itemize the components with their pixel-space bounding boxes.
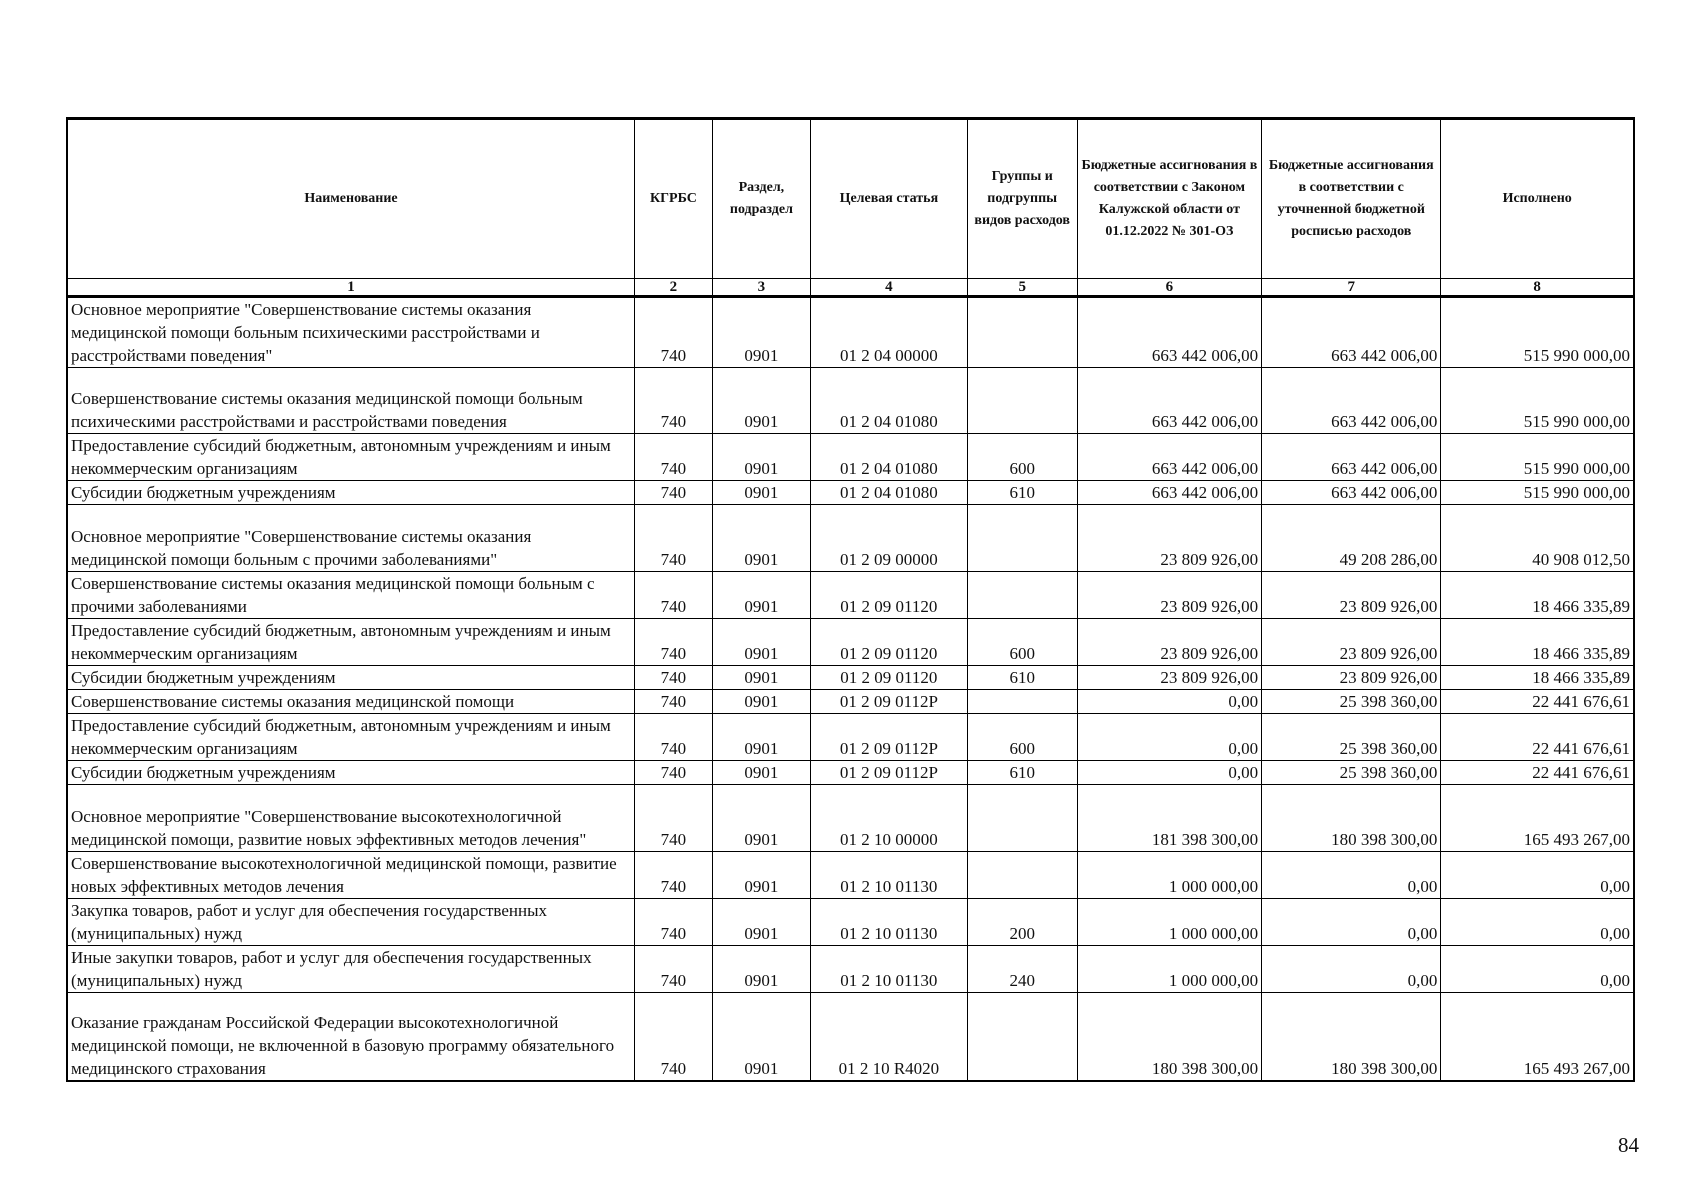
header-target: Целевая статья: [810, 119, 967, 279]
row-refined-amount: 180 398 300,00: [1262, 785, 1441, 852]
row-law-amount: 663 442 006,00: [1077, 481, 1262, 505]
row-executed-amount: 22 441 676,61: [1441, 761, 1634, 785]
row-group: [967, 785, 1077, 852]
row-name: Предоставление субсидий бюджетным, автономным учреждениям и иным некоммерческим организациям: [67, 619, 634, 666]
row-law-amount: 663 442 006,00: [1077, 368, 1262, 434]
row-name: Совершенствование системы оказания медицинской помощи больным с прочими заболеваниями: [67, 572, 634, 619]
row-kgrbs: 740: [634, 946, 712, 993]
row-executed-amount: 0,00: [1441, 899, 1634, 946]
row-refined-amount: 663 442 006,00: [1262, 297, 1441, 368]
table-row: [67, 481, 1634, 505]
row-executed-amount: 22 441 676,61: [1441, 690, 1634, 714]
column-number: 8: [1441, 279, 1634, 297]
header-groups: Группы и подгруппы видов расходов: [967, 119, 1077, 279]
row-refined-amount: 663 442 006,00: [1262, 434, 1441, 481]
column-number: 6: [1077, 279, 1262, 297]
row-kgrbs: 740: [634, 572, 712, 619]
row-group: 240: [967, 946, 1077, 993]
row-target: 01 2 04 01080: [810, 481, 967, 505]
row-target: 01 2 09 0112Р: [810, 690, 967, 714]
row-kgrbs: 740: [634, 690, 712, 714]
row-executed-amount: 515 990 000,00: [1441, 481, 1634, 505]
row-refined-amount: 25 398 360,00: [1262, 690, 1441, 714]
header-refined-assignments: Бюджетные ассигнования в соответствии с уточненной бюджетной росписью расходов: [1262, 119, 1441, 279]
row-kgrbs: 740: [634, 993, 712, 1081]
row-group: [967, 505, 1077, 572]
row-law-amount: 1 000 000,00: [1077, 852, 1262, 899]
row-kgrbs: 740: [634, 666, 712, 690]
row-name: Совершенствование системы оказания медицинской помощи больным психическими расстройствами и расстройствами поведения: [67, 368, 634, 434]
row-refined-amount: 23 809 926,00: [1262, 619, 1441, 666]
header-section: Раздел, подраздел: [712, 119, 810, 279]
row-law-amount: 181 398 300,00: [1077, 785, 1262, 852]
row-group: [967, 690, 1077, 714]
row-group: [967, 572, 1077, 619]
row-group: [967, 368, 1077, 434]
row-refined-amount: 0,00: [1262, 946, 1441, 993]
row-refined-amount: 23 809 926,00: [1262, 572, 1441, 619]
row-target: 01 2 10 01130: [810, 899, 967, 946]
row-name: Основное мероприятие "Совершенствование системы оказания медицинской помощи больным с прочими заболеваниями": [67, 505, 634, 572]
row-section: 0901: [712, 434, 810, 481]
column-number: 1: [67, 279, 634, 297]
row-group: 610: [967, 666, 1077, 690]
row-law-amount: 663 442 006,00: [1077, 297, 1262, 368]
row-section: 0901: [712, 368, 810, 434]
row-section: 0901: [712, 690, 810, 714]
row-target: 01 2 10 R4020: [810, 993, 967, 1081]
row-section: 0901: [712, 993, 810, 1081]
row-target: 01 2 09 01120: [810, 666, 967, 690]
row-section: 0901: [712, 666, 810, 690]
row-refined-amount: 0,00: [1262, 899, 1441, 946]
row-group: 600: [967, 434, 1077, 481]
row-name: Основное мероприятие "Совершенствование системы оказания медицинской помощи больным психическими расстройствами и расстройствами поведения": [67, 297, 634, 368]
table-row: [67, 690, 1634, 714]
table-row: [67, 785, 1634, 852]
column-number: 3: [712, 279, 810, 297]
row-law-amount: 23 809 926,00: [1077, 572, 1262, 619]
row-kgrbs: 740: [634, 852, 712, 899]
row-target: 01 2 09 00000: [810, 505, 967, 572]
row-target: 01 2 04 00000: [810, 297, 967, 368]
row-refined-amount: 23 809 926,00: [1262, 666, 1441, 690]
row-law-amount: 23 809 926,00: [1077, 505, 1262, 572]
row-kgrbs: 740: [634, 434, 712, 481]
row-group: [967, 297, 1077, 368]
row-name: Совершенствование системы оказания медицинской помощи: [67, 690, 634, 714]
header-row: [67, 119, 1634, 279]
table-row: [67, 946, 1634, 993]
row-name: Предоставление субсидий бюджетным, автономным учреждениям и иным некоммерческим организациям: [67, 434, 634, 481]
header-name: Наименование: [67, 119, 634, 279]
row-name: Иные закупки товаров, работ и услуг для обеспечения государственных (муниципальных) нужд: [67, 946, 634, 993]
row-law-amount: 0,00: [1077, 714, 1262, 761]
row-refined-amount: 25 398 360,00: [1262, 761, 1441, 785]
row-executed-amount: 515 990 000,00: [1441, 368, 1634, 434]
row-kgrbs: 740: [634, 619, 712, 666]
row-law-amount: 663 442 006,00: [1077, 434, 1262, 481]
budget-table: [66, 117, 1635, 1082]
table-row: [67, 899, 1634, 946]
row-name: Совершенствование высокотехнологичной медицинской помощи, развитие новых эффективных методов лечения: [67, 852, 634, 899]
row-kgrbs: 740: [634, 368, 712, 434]
row-group: 200: [967, 899, 1077, 946]
row-target: 01 2 10 01130: [810, 946, 967, 993]
row-kgrbs: 740: [634, 505, 712, 572]
row-executed-amount: 515 990 000,00: [1441, 434, 1634, 481]
row-group: 600: [967, 714, 1077, 761]
table-row: [67, 714, 1634, 761]
row-group: 600: [967, 619, 1077, 666]
row-section: 0901: [712, 899, 810, 946]
row-executed-amount: 18 466 335,89: [1441, 572, 1634, 619]
row-group: 610: [967, 481, 1077, 505]
row-section: 0901: [712, 852, 810, 899]
row-refined-amount: 25 398 360,00: [1262, 714, 1441, 761]
row-executed-amount: 0,00: [1441, 946, 1634, 993]
row-section: 0901: [712, 505, 810, 572]
row-executed-amount: 165 493 267,00: [1441, 993, 1634, 1081]
row-target: 01 2 04 01080: [810, 434, 967, 481]
row-section: 0901: [712, 785, 810, 852]
row-law-amount: 23 809 926,00: [1077, 619, 1262, 666]
row-target: 01 2 09 0112Р: [810, 714, 967, 761]
row-kgrbs: 740: [634, 785, 712, 852]
row-executed-amount: 18 466 335,89: [1441, 619, 1634, 666]
row-law-amount: 180 398 300,00: [1077, 993, 1262, 1081]
row-refined-amount: 663 442 006,00: [1262, 481, 1441, 505]
column-number-row: [67, 279, 1634, 297]
row-name: Субсидии бюджетным учреждениям: [67, 666, 634, 690]
row-kgrbs: 740: [634, 761, 712, 785]
row-executed-amount: 22 441 676,61: [1441, 714, 1634, 761]
column-number: 5: [967, 279, 1077, 297]
column-number: 2: [634, 279, 712, 297]
row-target: 01 2 09 01120: [810, 572, 967, 619]
row-executed-amount: 40 908 012,50: [1441, 505, 1634, 572]
row-group: 610: [967, 761, 1077, 785]
row-kgrbs: 740: [634, 714, 712, 761]
table-row: [67, 434, 1634, 481]
row-target: 01 2 09 0112Р: [810, 761, 967, 785]
table-row: [67, 666, 1634, 690]
row-target: 01 2 09 01120: [810, 619, 967, 666]
row-kgrbs: 740: [634, 297, 712, 368]
row-refined-amount: 663 442 006,00: [1262, 368, 1441, 434]
row-name: Оказание гражданам Российской Федерации высокотехнологичной медицинской помощи, не включенной в базовую программу обязательного медицинского страхования: [67, 993, 634, 1081]
row-target: 01 2 10 01130: [810, 852, 967, 899]
row-executed-amount: 18 466 335,89: [1441, 666, 1634, 690]
row-section: 0901: [712, 572, 810, 619]
row-name: Субсидии бюджетным учреждениям: [67, 481, 634, 505]
table-row: [67, 368, 1634, 434]
row-section: 0901: [712, 761, 810, 785]
row-law-amount: 1 000 000,00: [1077, 946, 1262, 993]
column-number: 7: [1262, 279, 1441, 297]
table-row: [67, 761, 1634, 785]
page-number: 84: [1618, 1133, 1639, 1157]
row-target: 01 2 04 01080: [810, 368, 967, 434]
row-name: Закупка товаров, работ и услуг для обеспечения государственных (муниципальных) нужд: [67, 899, 634, 946]
table-row: [67, 619, 1634, 666]
row-law-amount: 0,00: [1077, 761, 1262, 785]
row-law-amount: 0,00: [1077, 690, 1262, 714]
row-law-amount: 23 809 926,00: [1077, 666, 1262, 690]
header-law-assignments: Бюджетные ассигнования в соответствии с Законом Калужской области от 01.12.2022 № 301-ОЗ: [1077, 119, 1262, 279]
row-refined-amount: 0,00: [1262, 852, 1441, 899]
row-section: 0901: [712, 714, 810, 761]
row-group: [967, 993, 1077, 1081]
table-row: [67, 505, 1634, 572]
table-row: [67, 852, 1634, 899]
row-section: 0901: [712, 619, 810, 666]
row-name: Основное мероприятие "Совершенствование высокотехнологичной медицинской помощи, развитие новых эффективных методов лечения": [67, 785, 634, 852]
table-row: [67, 297, 1634, 368]
row-section: 0901: [712, 297, 810, 368]
row-section: 0901: [712, 946, 810, 993]
row-refined-amount: 49 208 286,00: [1262, 505, 1441, 572]
row-refined-amount: 180 398 300,00: [1262, 993, 1441, 1081]
row-executed-amount: 515 990 000,00: [1441, 297, 1634, 368]
row-name: Субсидии бюджетным учреждениям: [67, 761, 634, 785]
row-group: [967, 852, 1077, 899]
row-target: 01 2 10 00000: [810, 785, 967, 852]
column-number: 4: [810, 279, 967, 297]
table-row: [67, 572, 1634, 619]
row-section: 0901: [712, 481, 810, 505]
row-name: Предоставление субсидий бюджетным, автономным учреждениям и иным некоммерческим организациям: [67, 714, 634, 761]
row-executed-amount: 165 493 267,00: [1441, 785, 1634, 852]
header-executed: Исполнено: [1441, 119, 1634, 279]
row-kgrbs: 740: [634, 481, 712, 505]
table-row: [67, 993, 1634, 1081]
row-executed-amount: 0,00: [1441, 852, 1634, 899]
row-kgrbs: 740: [634, 899, 712, 946]
header-kgrbs: КГРБС: [634, 119, 712, 279]
row-law-amount: 1 000 000,00: [1077, 899, 1262, 946]
